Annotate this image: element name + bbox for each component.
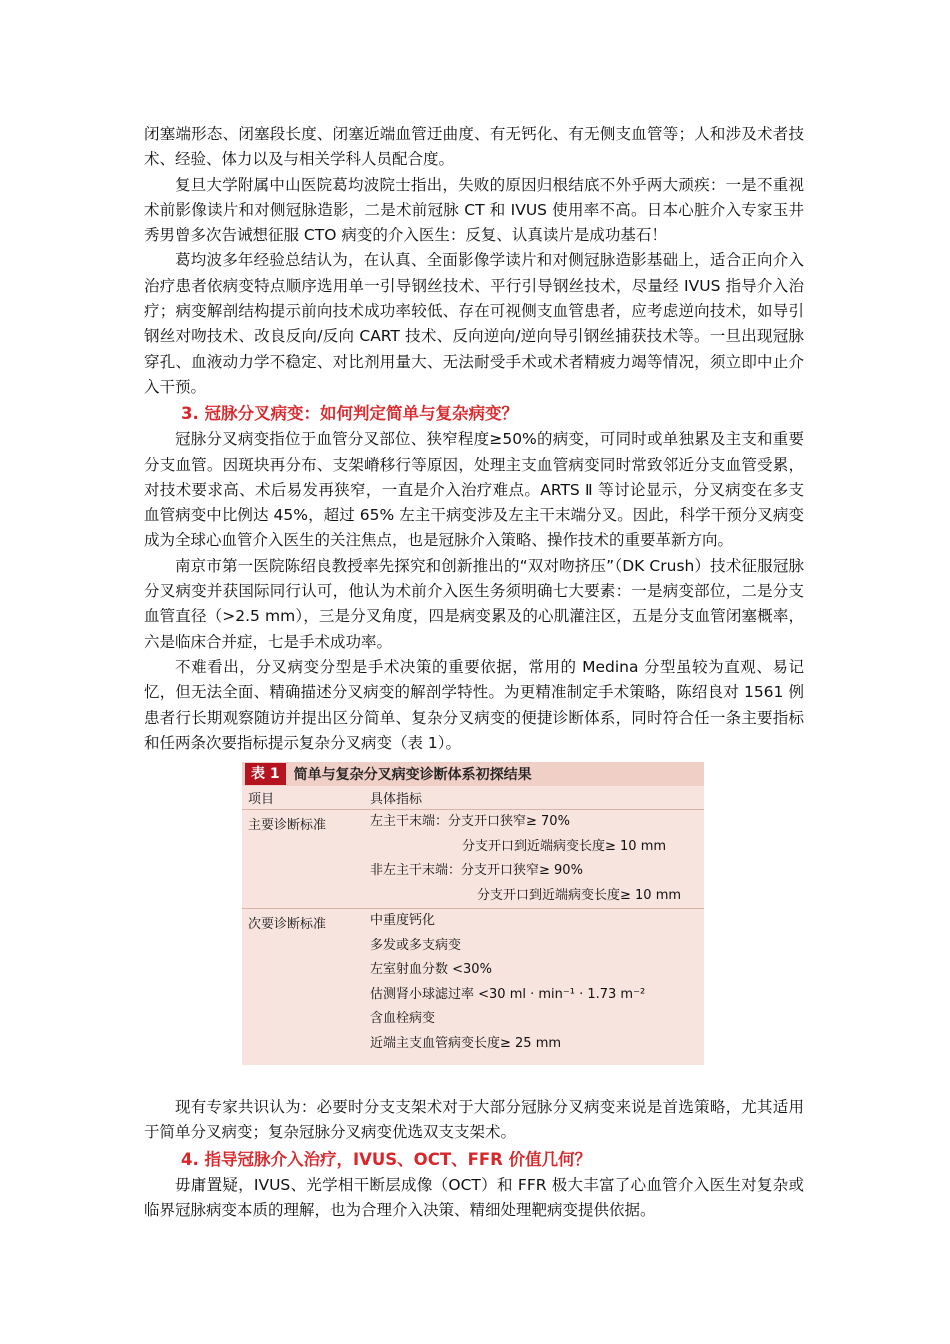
table-1 <box>242 762 704 1065</box>
criterion: 中重度钙化 <box>370 913 436 929</box>
criterion: 非左主干末端：分支开口狭窄≥ 90% <box>370 863 583 879</box>
minor-criteria-list <box>370 909 704 1056</box>
table-major-section <box>242 810 704 909</box>
table-title: 简单与复杂分叉病变诊断体系初探结果 <box>293 767 532 784</box>
table-tag: 表 1 <box>245 763 286 785</box>
criterion: 估测肾小球滤过率 <30 ml · min⁻¹ · 1.73 m⁻² <box>370 986 646 1002</box>
criterion: 近端主支血管病变长度≥ 25 mm <box>370 1035 562 1051</box>
paragraph: 冠脉分叉病变指位于血管分叉部位、狭窄程度≥50%的病变，可同时或单独累及主支和重要分支血管。因斑块再分布、支架嵴移行等原因，处理主支血管病变同时常致邻近分支血管受累，对技术要求高、术后易发再狭窄，一直是介入治疗难点。ARTS Ⅱ 等讨论显示，分叉病变在多支血管病变中比例达 45%，超过 65% 左主干病变涉及左主干末端分叉。因此，科学干预分叉病变成为全球心血管介入医生的关注焦点，也是冠脉介入策略、操作技术的重要革新方向。 <box>144 430 804 550</box>
table-header-row <box>242 786 704 810</box>
major-criteria-label: 主要诊断标准 <box>248 818 327 834</box>
minor-criteria-label: 次要诊断标准 <box>248 917 327 933</box>
paragraph: 复旦大学附属中山医院葛均波院士指出，失败的原因归根结底不外乎两大顽疾：一是不重视术前影像读片和对侧冠脉造影，二是术前冠脉 CT 和 IVUS 使用率不高。日本心脏介入专家玉井秀男曾多次告诫想征服 CTO 病变的介入医生：反复、认真读片是成功基石！ <box>144 175 804 245</box>
table-minor-section <box>242 909 704 1056</box>
section-heading-4: 4. 指导冠脉介入治疗，IVUS、OCT、FFR 价值几何？ <box>181 1149 592 1169</box>
table-header-criteria: 具体指标 <box>370 792 423 808</box>
paragraph: 现有专家共识认为：必要时分支支架术对于大部分冠脉分叉病变来说是首选策略，尤其适用于简单分叉病变；复杂冠脉分叉病变优选双支支架术。 <box>144 1098 804 1142</box>
criterion: 左主干末端：分支开口狭窄≥ 70% <box>370 814 570 830</box>
criterion: 多发或多支病变 <box>370 937 462 953</box>
criterion: 左室射血分数 <30% <box>370 962 492 978</box>
criterion: 含血栓病变 <box>370 1011 436 1027</box>
criterion: 分支开口到近端病变长度≥ 10 mm <box>477 887 682 903</box>
paragraph: 南京市第一医院陈绍良教授率先探究和创新推出的“双对吻挤压”（DK Crush）技术征服冠脉分叉病变并获国际同行认可，他认为术前介入医生务须明确七大要素：一是病变部位，二是分支血管直径（>2.5 mm），三是分叉角度，四是病变累及的心肌灌注区，五是分支血管闭塞概率，六是临床合并症，七是手术成功率。 <box>144 556 804 651</box>
section-heading-3: 3. 冠脉分叉病变：如何判定简单与复杂病变？ <box>181 404 518 424</box>
table-header-item: 项目 <box>248 792 275 808</box>
paragraph: 不难看出，分叉病变分型是手术决策的重要依据，常用的 Medina 分型虽较为直观、易记忆，但无法全面、精确描述分叉病变的解剖学特性。为更精准制定手术策略，陈绍良对 1561 例患者行长期观察随访并提出区分简单、复杂分叉病变的便捷诊断体系，同时符合任一条主要指标和任两条次要指标提示复杂分叉病变（表 1）。 <box>144 657 804 752</box>
major-criteria-list <box>370 810 704 908</box>
criterion: 分支开口到近端病变长度≥ 10 mm <box>462 838 667 854</box>
table-caption <box>242 762 704 786</box>
paragraph: 葛均波多年经验总结认为，在认真、全面影像学读片和对侧冠脉造影基础上，适合正向介入治疗患者依病变特点顺序选用单一引导钢丝技术、平行引导钢丝技术，尽量经 IVUS 指导介入治疗；病变解剖结构提示前向技术成功率较低、存在可视侧支血管患者，应考虑逆向技术，如导引钢丝对吻技术、改良反向/反向 CART 技术、反向逆向/逆向导引钢丝捕获技术等。一旦出现冠脉穿孔、血液动力学不稳定、对比剂用量大、无法耐受手术或术者精疲力竭等情况，须立即中止介入干预。 <box>144 251 804 396</box>
paragraph: 毋庸置疑，IVUS、光学相干断层成像（OCT）和 FFR 极大丰富了心血管介入医生对复杂或临界冠脉病变本质的理解，也为合理介入决策、精细处理靶病变提供依据。 <box>144 1175 804 1220</box>
paragraph: 闭塞端形态、闭塞段长度、闭塞近端血管迂曲度、有无钙化、有无侧支血管等；人和涉及术者技术、经验、体力以及与相关学科人员配合度。 <box>144 125 804 169</box>
article-body <box>144 122 804 1223</box>
